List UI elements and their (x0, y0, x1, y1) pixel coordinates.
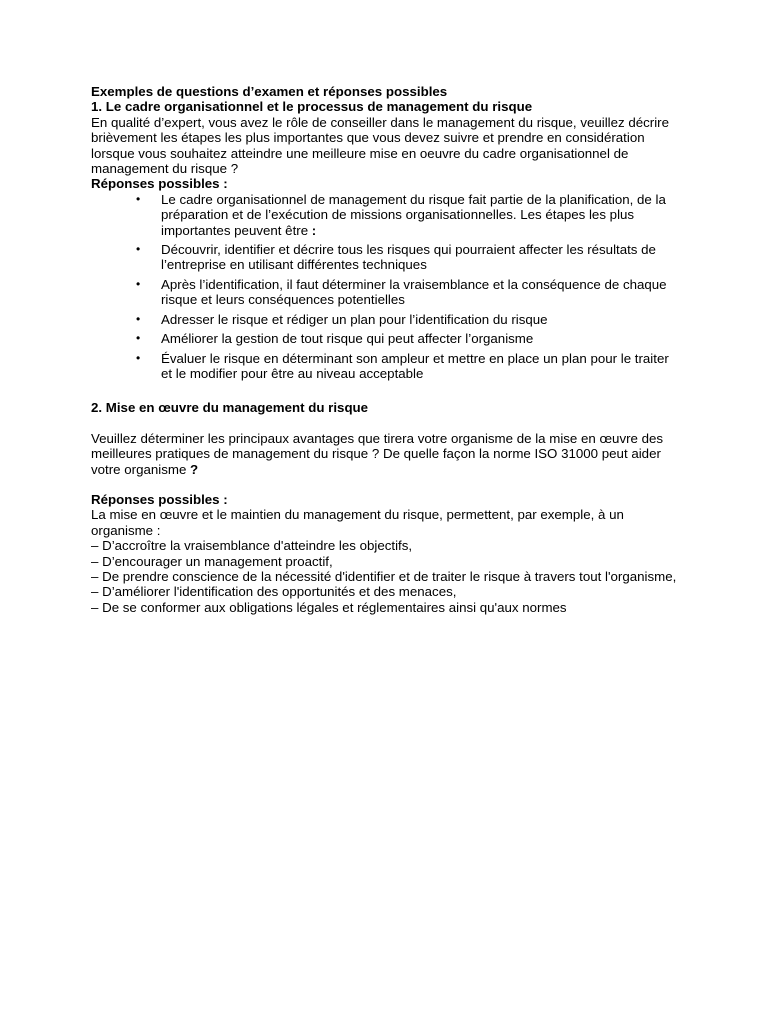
bullet-text: Adresser le risque et rédiger un plan pour l’identification du risque (161, 311, 548, 327)
section-2-answers-label: Réponses possibles : (91, 491, 228, 507)
dash-item: – De se conformer aux obligations légales et réglementaires ainsi qu'aux normes (91, 599, 567, 615)
dash-item: – D’accroître la vraisemblance d'atteindre les objectifs, (91, 538, 413, 554)
section-1-question: En qualité d’expert, vous avez le rôle de conseiller dans le management du risque, veuillez décrire brièvement les étapes les plus importantes que vous devez suivre et prendre en considération lorsque vous souhaitez atteindre une meilleure mise en oeuvre du cadre organisationnel de management du risque ? (91, 114, 669, 177)
dash-item: – De prendre conscience de la nécessité d'identifier et de traiter le risque à travers tout l'organisme, (91, 568, 677, 584)
bullet-text: Découvrir, identifier et décrire tous les risques qui pourraient affecter les résultats de l’entreprise en utilisant différentes techniques (161, 242, 656, 273)
bullet-item (136, 191, 681, 238)
section-2-question-mark: ? (190, 461, 199, 477)
bullet-item (136, 331, 681, 347)
section-1-bullet-list (91, 192, 681, 381)
section-2-intro: La mise en œuvre et le maintien du management du risque, permettent, par exemple, à un organisme : (91, 507, 624, 538)
bullet-text: Évaluer le risque en déterminant son ampleur et mettre en place un plan pour le traiter et le modifier pour être au niveau acceptable (161, 350, 669, 381)
bullet-icon: • (136, 242, 141, 257)
bullet-icon: • (136, 276, 141, 291)
document-title: Exemples de questions d’examen et réponses possibles (91, 84, 448, 99)
section-2-question-text: Veuillez déterminer les principaux avantages que tirera votre organisme de la mise en œuvre des meilleures pratiques de management du risque ? De quelle façon la norme ISO 31000 peut aider votre organisme (91, 430, 664, 477)
bullet-icon: • (136, 191, 141, 206)
dash-item: – D’améliorer l'identification des opportunités et des menaces, (91, 584, 457, 600)
bullet-item (136, 311, 681, 327)
section-2-question (91, 431, 681, 477)
bullet-icon: • (136, 331, 141, 346)
bullet-icon: • (136, 350, 141, 365)
bullet-text: Après l’identification, il faut déterminer la vraisemblance et la conséquence de chaque risque et leurs conséquences potentielles (161, 276, 667, 308)
section-1-heading: 1. Le cadre organisationnel et le processus de management du risque (91, 99, 533, 115)
bullet-item (136, 350, 681, 382)
spacer (91, 477, 681, 492)
bullet-text: Améliorer la gestion de tout risque qui peut affecter l’organisme (161, 331, 534, 347)
bullet-icon: • (136, 311, 141, 326)
bullet-item (136, 276, 681, 308)
bullet-item (136, 242, 681, 273)
bullet-colon: : (311, 222, 317, 238)
dash-item: – D’encourager un management proactif, (91, 553, 333, 569)
spacer (91, 416, 681, 431)
bullet-text: Le cadre organisationnel de management du risque fait partie de la planification, de la préparation et de l’exécution de missions organisationnelles. Les étapes les plus importantes peuvent être (161, 191, 666, 238)
section-2-heading: 2. Mise en œuvre du management du risque (91, 400, 369, 416)
spacer (91, 385, 681, 400)
section-1-answers-label: Réponses possibles : (91, 176, 228, 192)
section-2-dash-list (91, 538, 681, 615)
document-page (91, 84, 681, 615)
